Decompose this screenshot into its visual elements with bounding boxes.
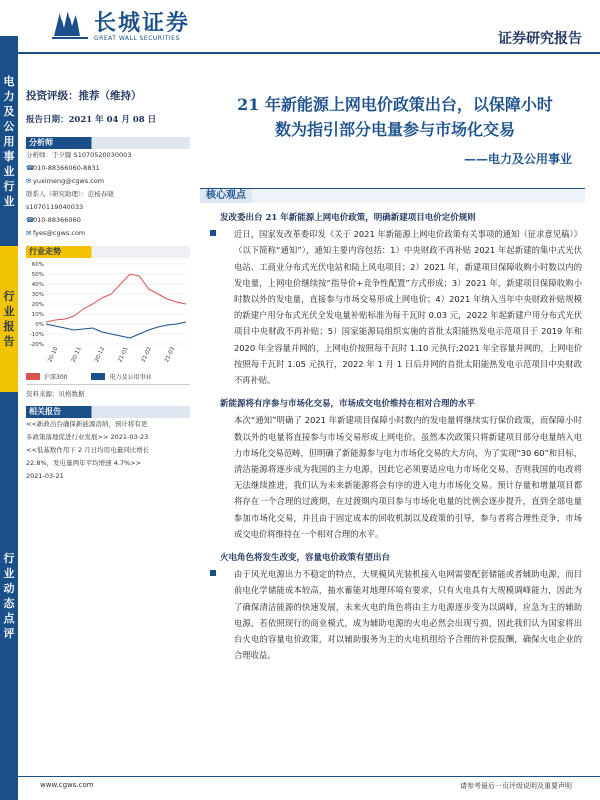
report-title <box>200 92 590 142</box>
core-views-header <box>200 188 585 203</box>
analyst-header-label: 分析师 <box>29 138 53 147</box>
legend-item-hs300 <box>26 372 67 381</box>
footer-disclaimer: 请参考最后一页评级说明及重要声明 <box>460 782 572 790</box>
paragraph-text: 近日，国家发改革委印发《关于 2021 年新能源上网电价政策有关事项的通知（征求意见稿）》（以下简称“通知”），通知主要内容包括：1）中央财政不再补贴 2021 年起新建的集中式光伏电站、工商业分布式光伏电站和陆上风电项目；2）2021 年，新建项目保障收购小时数以内的发电量，上网电价继续按“指导价+竞争性配置”方式形成；3）2021 年，新建项目保障收购小时数以外的发电量，直接参与市场交易形成上网电价；4）2021 年纳入当年中央财政补贴规模的新建户用分布式光伏全发电量补贴标准为每千瓦时 0.03 元，2022 年起新建户用分布式光伏项目中央财政不再补贴；5）国家能源局组织实施的首批太阳能热发电示范项目于 2019 年和 2020 年全容量并网的，上网电价按照每千瓦时 1.10 元执行;2021 年全容量并网的，上网电价按照每千瓦时 1.05 元执行，2022 年 1 月 1 日后并网的首批太阳能热发电示范项目中央财政不再补贴。 <box>234 229 582 386</box>
email-icon: ✉ <box>26 229 32 237</box>
header-divider <box>18 52 600 54</box>
y-tick-label: 20% <box>31 302 44 308</box>
y-tick-label: 10% <box>31 312 44 318</box>
y-tick-label: 0% <box>35 322 44 328</box>
series-line-hs300 <box>46 274 186 322</box>
analyst-line-text: 010-88366060 <box>33 216 81 224</box>
analyst-line-text: 联系人（研究助理）：范杨春晓 <box>26 190 114 198</box>
analyst-line <box>26 214 190 227</box>
analyst-line-text: yuximeng@cgws.com <box>33 177 105 185</box>
page-header <box>18 0 600 52</box>
industry-trend-header <box>26 246 190 258</box>
section-title: 发改委出台 21 年新能源上网电价政策，明确新建项目电价定价规则 <box>220 213 476 223</box>
great-wall-logo-icon <box>50 6 90 42</box>
x-tick-label: 20-12 <box>93 346 107 364</box>
company-logo <box>50 6 190 42</box>
legend-swatch-hs300 <box>26 373 40 380</box>
title-line-2: 数为指引部分电量参与市场化交易 <box>274 120 515 139</box>
y-tick-label: 50% <box>31 272 44 278</box>
analyst-line <box>26 188 190 201</box>
analyst-line-text: 010-88366060-8831 <box>33 164 100 172</box>
analyst-line-text: 分析师：于夕朦 S1070520030003 <box>26 151 132 159</box>
y-tick-label: 40% <box>31 282 44 288</box>
sidebar-strip <box>0 0 18 800</box>
email-icon: ✉ <box>26 177 32 185</box>
paragraph-text: 本次“通知”明确了 2021 年新建项目保障小时数内的发电量将继续实行保价政策，而保障小时数以外的电量将直接参与市场交易形成上网电价。虽然本次政策只将新建项目部分电量纳入电力市场化交易范畴，但明确了新能源参与电力市场化交易的大方向，为了实现“30 60”和目标，清洁能源将逐步成为我国的主力电源，因此它必须要适应电力市场化交易，否则我国的电改将无法继续推进，我们认为未来新能源将会有序的进入电力市场化交易。预计存量和增量项目都将存在一个合理的过渡期，在过渡期内项目参与市场化电量的比例会逐步提升，直到全部电量参加市场化交易，并且由于固定成本的回收机制以及政策的引导，参与者将合理性竞争，市场成交电价将维持在一个相对合理的水平。 <box>234 415 582 539</box>
related-report-line: 22.8%，发电量两年平均增速 4.7%>> <box>26 459 142 467</box>
analyst-section-header <box>26 137 190 149</box>
analyst-line <box>26 175 190 188</box>
analyst-line <box>26 162 190 175</box>
section-paragraph <box>204 226 582 388</box>
industry-trend-chart <box>26 260 190 370</box>
related-header-label: 相关报告 <box>29 407 61 416</box>
footer-website: www.cgws.com <box>40 781 94 789</box>
x-tick-label: 21-02 <box>140 346 153 364</box>
series-line-utilities <box>46 322 186 338</box>
related-report-line: <<新政出台确保新能源消纳，预计将有更 <box>26 420 148 428</box>
phone-icon: ☎ <box>26 164 35 172</box>
square-bullet-icon <box>210 230 216 236</box>
legend-swatch-utilities <box>91 373 105 380</box>
analyst-line <box>26 227 190 240</box>
legend-item-utilities <box>91 372 151 381</box>
investment-rating: 投资评级：推荐（维持） <box>26 90 142 102</box>
y-tick-label: -10% <box>29 332 44 338</box>
report-body <box>204 208 582 669</box>
analyst-info <box>26 149 190 240</box>
y-tick-label: -20% <box>29 342 44 348</box>
section-title: 火电角色将发生改变，容量电价政策有望出台 <box>220 553 391 564</box>
report-date: 报告日期：2021 年 04 月 08 日 <box>26 115 157 125</box>
y-tick-label: 30% <box>31 292 44 298</box>
logo-name-cn: 长城证券 <box>94 10 191 36</box>
x-tick-label: 21-01 <box>117 346 130 364</box>
analyst-line-text: s1070119040033 <box>26 203 84 211</box>
section-title: 新能源将有序参与市场化交易，市场成交电价维持在相对合理的水平 <box>220 399 476 410</box>
report-subtitle: ——电力及公用事业 <box>463 152 572 166</box>
square-bullet-icon <box>210 570 216 576</box>
section-paragraph <box>204 412 582 542</box>
section-paragraph <box>204 566 582 663</box>
sidebar-report-kind: 行 业 动 态 点 评 <box>0 392 18 800</box>
paragraph-text: 由于风光电源出力不稳定的特点，大规模风光装机接入电网需要配套储能或者辅助电源，而目前电化学储能成本较高，抽水蓄能对地理环境有要求，只有火电具有大规模调峰能力，因此为了确保清洁能源的快速发展，未来火电的角色将由主力电源逐步变为以调峰，应急为主的辅助电源，若依照现行的商业模式，成为辅助电源的火电必然会出现亏损，因此我们认为国家将出台火电的容量电价政策，对以辅助服务为主的火电机组给予合理的补偿报酬，确保火电企业的合理收益。 <box>234 569 582 661</box>
trend-chart-svg <box>26 260 190 370</box>
core-views-label: 核心观点 <box>200 189 252 203</box>
x-tick-label: 20-10 <box>47 346 60 364</box>
related-reports <box>26 418 190 483</box>
related-reports-header <box>26 406 190 418</box>
analyst-line <box>26 201 190 214</box>
chart-source: 资料来源：贝格数据 <box>26 384 190 398</box>
related-report-line: 2021-03-21 <box>26 472 64 480</box>
y-tick-label: 60% <box>31 262 44 268</box>
sidebar-industry: 电 力 及 公 用 事 业 行 业 <box>0 36 18 246</box>
chart-legend <box>26 372 190 381</box>
title-line-1: 21 年新能源上网电价政策出台，以保障小时 <box>237 95 553 114</box>
related-report-line: <<低基数作用下 2 月日均用电量同比增长 <box>26 446 150 454</box>
left-column <box>26 88 190 483</box>
legend-label-utilities: 电力及公用事业 <box>109 374 152 381</box>
footer-divider <box>18 776 600 777</box>
trend-header-label: 行业走势 <box>29 247 61 256</box>
analyst-line <box>26 149 190 162</box>
logo-name-en: GREAT WALL SECURITIES <box>94 35 180 42</box>
related-report-line: 多政策落地促进行业发展>> 2021-03-23 <box>26 433 149 441</box>
x-tick-label: 20-11 <box>70 346 83 364</box>
analyst-line-text: fyes@cgws.com <box>33 229 86 237</box>
x-tick-label: 21-03 <box>163 346 177 364</box>
sidebar-report-class: 行 业 报 告 <box>0 246 18 392</box>
phone-icon: ☎ <box>26 216 35 224</box>
legend-label-hs300: 沪深300 <box>44 374 68 381</box>
report-type-label: 证券研究报告 <box>498 31 582 47</box>
